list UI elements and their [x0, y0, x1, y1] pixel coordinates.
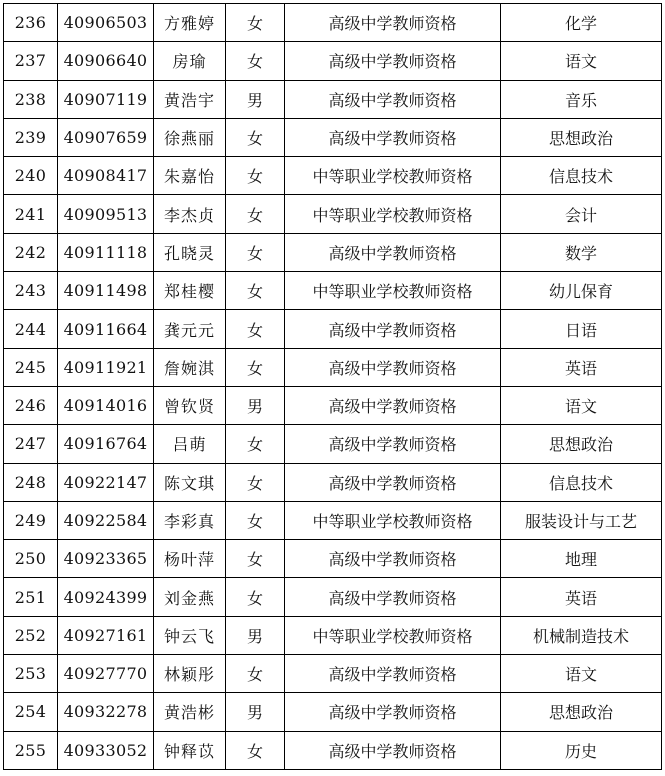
subject-cell: 数学 [501, 233, 662, 271]
seq-number-cell: 249 [4, 501, 58, 539]
table-row [4, 655, 662, 693]
candidate-id-cell: 40914016 [58, 386, 154, 424]
seq-number-cell: 245 [4, 348, 58, 386]
name-cell: 郑桂樱 [154, 272, 226, 310]
subject-cell: 化学 [501, 4, 662, 42]
gender-cell: 女 [226, 501, 285, 539]
seq-number-cell: 250 [4, 540, 58, 578]
seq-number-cell: 237 [4, 42, 58, 80]
seq-number-cell: 252 [4, 616, 58, 654]
name-cell: 陈文琪 [154, 463, 226, 501]
seq-number-cell: 243 [4, 272, 58, 310]
subject-cell: 思想政治 [501, 693, 662, 731]
gender-cell: 女 [226, 157, 285, 195]
name-cell: 钟释苡 [154, 731, 226, 769]
seq-number-cell: 242 [4, 233, 58, 271]
table-row [4, 731, 662, 769]
subject-cell: 日语 [501, 310, 662, 348]
candidate-id-cell: 40911498 [58, 272, 154, 310]
name-cell: 房瑜 [154, 42, 226, 80]
candidate-id-cell: 40916764 [58, 425, 154, 463]
subject-cell: 语文 [501, 655, 662, 693]
table-row [4, 425, 662, 463]
candidate-id-cell: 40911664 [58, 310, 154, 348]
table-row [4, 272, 662, 310]
gender-cell: 女 [226, 348, 285, 386]
subject-cell: 思想政治 [501, 118, 662, 156]
candidate-id-cell: 40924399 [58, 578, 154, 616]
subject-cell: 机械制造技术 [501, 616, 662, 654]
candidate-id-cell: 40933052 [58, 731, 154, 769]
gender-cell: 男 [226, 80, 285, 118]
seq-number-cell: 238 [4, 80, 58, 118]
gender-cell: 男 [226, 693, 285, 731]
subject-cell: 语文 [501, 42, 662, 80]
candidate-id-cell: 40907659 [58, 118, 154, 156]
seq-number-cell: 236 [4, 4, 58, 42]
qualification-cell: 高级中学教师资格 [285, 42, 501, 80]
table-row [4, 42, 662, 80]
name-cell: 钟云飞 [154, 616, 226, 654]
qualification-cell: 中等职业学校教师资格 [285, 157, 501, 195]
qualification-cell: 高级中学教师资格 [285, 693, 501, 731]
subject-cell: 音乐 [501, 80, 662, 118]
subject-cell: 英语 [501, 348, 662, 386]
qualification-cell: 高级中学教师资格 [285, 386, 501, 424]
name-cell: 龚元元 [154, 310, 226, 348]
candidate-id-cell: 40911118 [58, 233, 154, 271]
name-cell: 徐燕丽 [154, 118, 226, 156]
qualification-cell: 中等职业学校教师资格 [285, 195, 501, 233]
name-cell: 曾钦贤 [154, 386, 226, 424]
candidate-id-cell: 40911921 [58, 348, 154, 386]
qualification-cell: 中等职业学校教师资格 [285, 272, 501, 310]
candidate-id-cell: 40927161 [58, 616, 154, 654]
candidate-id-cell: 40906503 [58, 4, 154, 42]
gender-cell: 女 [226, 310, 285, 348]
seq-number-cell: 255 [4, 731, 58, 769]
table-row [4, 233, 662, 271]
candidate-id-cell: 40927770 [58, 655, 154, 693]
candidate-id-cell: 40932278 [58, 693, 154, 731]
seq-number-cell: 254 [4, 693, 58, 731]
table-row [4, 693, 662, 731]
table-row [4, 310, 662, 348]
subject-cell: 服装设计与工艺 [501, 501, 662, 539]
name-cell: 孔晓灵 [154, 233, 226, 271]
subject-cell: 地理 [501, 540, 662, 578]
seq-number-cell: 251 [4, 578, 58, 616]
subject-cell: 语文 [501, 386, 662, 424]
candidate-id-cell: 40906640 [58, 42, 154, 80]
subject-cell: 信息技术 [501, 463, 662, 501]
subject-cell: 会计 [501, 195, 662, 233]
qualification-cell: 高级中学教师资格 [285, 578, 501, 616]
qualification-cell: 高级中学教师资格 [285, 310, 501, 348]
name-cell: 詹婉淇 [154, 348, 226, 386]
gender-cell: 女 [226, 655, 285, 693]
roster-table [3, 3, 662, 770]
gender-cell: 女 [226, 425, 285, 463]
name-cell: 林颖彤 [154, 655, 226, 693]
seq-number-cell: 253 [4, 655, 58, 693]
qualification-cell: 中等职业学校教师资格 [285, 501, 501, 539]
name-cell: 刘金燕 [154, 578, 226, 616]
name-cell: 黄浩宇 [154, 80, 226, 118]
name-cell: 李杰贞 [154, 195, 226, 233]
gender-cell: 男 [226, 616, 285, 654]
gender-cell: 女 [226, 272, 285, 310]
candidate-id-cell: 40909513 [58, 195, 154, 233]
seq-number-cell: 247 [4, 425, 58, 463]
candidate-id-cell: 40922584 [58, 501, 154, 539]
gender-cell: 女 [226, 4, 285, 42]
name-cell: 杨叶萍 [154, 540, 226, 578]
table-row [4, 578, 662, 616]
table-row [4, 501, 662, 539]
gender-cell: 女 [226, 118, 285, 156]
qualification-cell: 高级中学教师资格 [285, 4, 501, 42]
candidate-id-cell: 40908417 [58, 157, 154, 195]
name-cell: 吕萌 [154, 425, 226, 463]
gender-cell: 女 [226, 42, 285, 80]
qualification-cell: 高级中学教师资格 [285, 540, 501, 578]
table-row [4, 157, 662, 195]
qualification-cell: 高级中学教师资格 [285, 348, 501, 386]
table-row [4, 616, 662, 654]
gender-cell: 女 [226, 195, 285, 233]
roster-sheet [3, 3, 661, 770]
table-row [4, 4, 662, 42]
seq-number-cell: 239 [4, 118, 58, 156]
candidate-id-cell: 40923365 [58, 540, 154, 578]
qualification-cell: 高级中学教师资格 [285, 118, 501, 156]
seq-number-cell: 244 [4, 310, 58, 348]
qualification-cell: 高级中学教师资格 [285, 655, 501, 693]
qualification-cell: 高级中学教师资格 [285, 80, 501, 118]
gender-cell: 女 [226, 540, 285, 578]
name-cell: 方雅婷 [154, 4, 226, 42]
table-row [4, 80, 662, 118]
name-cell: 李彩真 [154, 501, 226, 539]
candidate-id-cell: 40922147 [58, 463, 154, 501]
table-row [4, 386, 662, 424]
table-row [4, 540, 662, 578]
gender-cell: 女 [226, 463, 285, 501]
name-cell: 朱嘉怡 [154, 157, 226, 195]
gender-cell: 女 [226, 731, 285, 769]
qualification-cell: 高级中学教师资格 [285, 463, 501, 501]
gender-cell: 女 [226, 578, 285, 616]
subject-cell: 思想政治 [501, 425, 662, 463]
table-row [4, 348, 662, 386]
seq-number-cell: 248 [4, 463, 58, 501]
table-row [4, 463, 662, 501]
table-row [4, 118, 662, 156]
gender-cell: 女 [226, 233, 285, 271]
seq-number-cell: 240 [4, 157, 58, 195]
subject-cell: 幼儿保育 [501, 272, 662, 310]
qualification-cell: 中等职业学校教师资格 [285, 616, 501, 654]
table-row [4, 195, 662, 233]
candidate-id-cell: 40907119 [58, 80, 154, 118]
subject-cell: 英语 [501, 578, 662, 616]
seq-number-cell: 241 [4, 195, 58, 233]
qualification-cell: 高级中学教师资格 [285, 425, 501, 463]
qualification-cell: 高级中学教师资格 [285, 233, 501, 271]
gender-cell: 男 [226, 386, 285, 424]
subject-cell: 历史 [501, 731, 662, 769]
seq-number-cell: 246 [4, 386, 58, 424]
name-cell: 黄浩彬 [154, 693, 226, 731]
roster-body [4, 4, 662, 770]
subject-cell: 信息技术 [501, 157, 662, 195]
qualification-cell: 高级中学教师资格 [285, 731, 501, 769]
